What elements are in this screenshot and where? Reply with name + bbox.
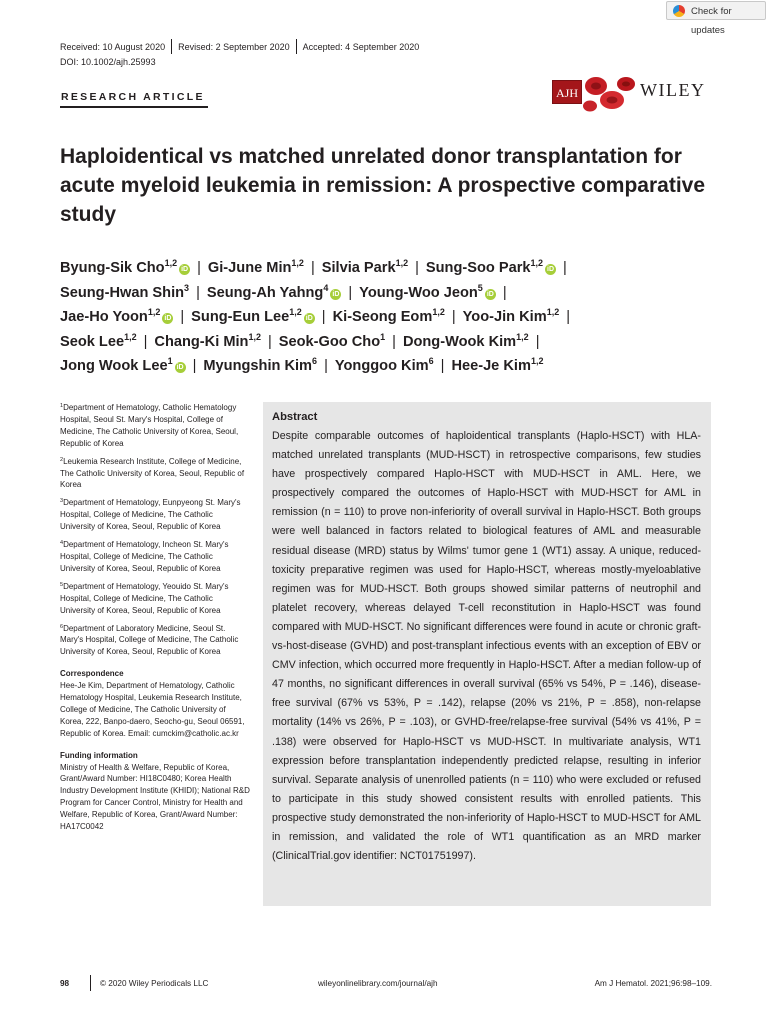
funding-text: Ministry of Health & Welfare, Republic of Korea, Grant/Award Number: HI18C0480; Korea Health Industry Development Institute (KHIDI); National R&D Program for Cancer Control, Ministry for Health and Welfare, Republic of Korea, Grant/Award Number: HA17C0042 bbox=[60, 762, 250, 832]
revised-date: Revised: 2 September 2020 bbox=[178, 42, 290, 52]
author-name[interactable] bbox=[451, 358, 543, 374]
affiliations bbox=[60, 402, 250, 658]
author-separator: | bbox=[143, 333, 148, 350]
author-name[interactable] bbox=[154, 331, 261, 350]
affiliation-text: Department of Hematology, Yeouido St. Mary's Hospital, College of Medicine, The Catholic University of Korea, Seoul, Republic of Korea bbox=[60, 581, 229, 615]
check-for-updates-button[interactable] bbox=[666, 1, 766, 36]
affiliation bbox=[60, 623, 250, 659]
author-separator: | bbox=[415, 260, 419, 276]
affiliation-text: Department of Hematology, Eunpyeong St. Mary's Hospital, College of Medicine, The Catholic University of Korea, Seoul, Republic of Korea bbox=[60, 498, 241, 532]
affiliation bbox=[60, 497, 250, 533]
author-affiliation-mark: 1,2 bbox=[248, 331, 261, 342]
author-name[interactable] bbox=[60, 309, 173, 325]
author-name[interactable] bbox=[208, 260, 304, 276]
author-separator: | bbox=[180, 309, 185, 325]
correspondence-heading: Correspondence bbox=[60, 669, 124, 679]
affiliation bbox=[60, 402, 250, 450]
received-date: Received: 10 August 2020 bbox=[60, 42, 166, 52]
author-separator: | bbox=[192, 358, 197, 374]
author-affiliation-mark: 4 bbox=[323, 282, 329, 293]
author-name-text: Chang-Ki Min bbox=[154, 333, 249, 350]
author-affiliation-mark: 1 bbox=[167, 356, 173, 366]
affiliation-number: 1 bbox=[60, 403, 64, 409]
journal-logo: AJH bbox=[552, 80, 582, 104]
affiliation-text: Leukemia Research Institute, College of Medicine, The Catholic University of Korea, Seoul, Republic of Korea bbox=[60, 456, 245, 490]
accepted-date: Accepted: 4 September 2020 bbox=[302, 42, 420, 52]
author-name[interactable] bbox=[203, 358, 317, 374]
author-name-text: Hee-Je Kim bbox=[451, 358, 531, 374]
author-separator: | bbox=[197, 260, 201, 276]
divider bbox=[171, 39, 172, 54]
author-separator: | bbox=[267, 333, 272, 350]
author-affiliation-mark: 6 bbox=[312, 356, 318, 366]
author-name-text: Myungshin Kim bbox=[203, 358, 313, 374]
author-name-text: Dong-Wook Kim bbox=[402, 333, 517, 350]
author-separator: | bbox=[348, 284, 353, 301]
article-dates bbox=[60, 39, 419, 54]
author-name-text: Seok Lee bbox=[60, 333, 125, 350]
author-name[interactable] bbox=[60, 358, 186, 374]
author-name-text: Sung-Soo Park bbox=[425, 260, 531, 276]
author-name[interactable] bbox=[359, 282, 496, 301]
author-name-text: Seung-Ah Yahng bbox=[206, 284, 324, 301]
author-name[interactable] bbox=[335, 358, 434, 374]
author-separator: | bbox=[310, 260, 315, 276]
orcid-icon[interactable]: iD bbox=[176, 364, 184, 371]
copyright: © 2020 Wiley Periodicals LLC bbox=[100, 979, 209, 988]
divider bbox=[60, 106, 208, 108]
author-separator: | bbox=[502, 284, 507, 301]
author-name-text: Jong Wook Lee bbox=[60, 358, 168, 374]
author-name[interactable] bbox=[60, 260, 190, 276]
blood-cells-logo-icon bbox=[576, 72, 642, 116]
orcid-icon[interactable]: iD bbox=[181, 266, 189, 273]
correspondence-text: Hee-Je Kim, Department of Hematology, Catholic Hematology Hospital, Leukemia Research Institute, College of Medicine, The Catholic University of Korea, 222, Banpo-daero, Seocho-gu, Seoul 06591, Republic of Korea. Email: cumckim@catholic.ac.kr bbox=[60, 681, 245, 738]
publisher-logo: WILEY bbox=[640, 80, 706, 100]
author-affiliation-mark: 1,2 bbox=[147, 307, 161, 317]
author-name-text: Yoo-Jin Kim bbox=[462, 309, 547, 325]
abstract-box bbox=[263, 402, 711, 906]
author-affiliation-mark: 1 bbox=[380, 331, 386, 342]
author-name-text: Yonggoo Kim bbox=[334, 358, 429, 374]
abstract-heading: Abstract bbox=[272, 411, 318, 423]
author-name[interactable] bbox=[206, 282, 342, 301]
author-separator: | bbox=[451, 309, 456, 325]
affiliation-number: 4 bbox=[60, 540, 64, 547]
affiliation-number: 5 bbox=[60, 581, 64, 588]
affiliation-text: Department of Laboratory Medicine, Seoul St. Mary's Hospital, College of Medicine, The Catholic University of Korea, Seoul, Republic of Korea bbox=[60, 623, 239, 657]
author-affiliation-mark: 1,2 bbox=[530, 356, 544, 366]
author-name-text: Jae-Ho Yoon bbox=[60, 309, 148, 325]
author-affiliation-mark: 1,2 bbox=[291, 258, 304, 268]
author-name-text: Byung-Sik Cho bbox=[60, 260, 165, 276]
author-name-text: Seung-Hwan Shin bbox=[60, 284, 185, 301]
abstract-text: Despite comparable outcomes of haploidentical transplants (Haplo-HSCT) with HLA-matched unrelated transplants (MUD-HSCT) in retrospective comparisons, few studies have prospectively compared Haplo-HSCT with MUD-HSCT in AML. Here, we prospectively compared the outcomes of Haplo-HSCT with MUD-HSCT for AML in remission (n = 110) to prove non-inferiority of overall survival in Haplo-HSCT. Both groups were well balanced in factors related to biological features of AML and measurable residual disease (MRD) status by Wilms' tumor gene 1 (WT1) assay. A unique, reduced-toxicity preparative regimen was used for Haplo-HSCT, whereas mostly-myeloablative regimen was for MUD-HSCT. Both groups showed similar patterns of neutrophil and platelet recovery, whereas delayed T-cell reconstitution in Haplo-HSCT was found compared with MUD-HSCT. No significant differences were found in acute or chronic graft-vs-host-disease (GVHD) and post-transplant infectious events with an exception of EBV or CMV infection, which occurred more frequently in Haplo-HSCT. After a median follow-up of 47 months, no significant differences in overall survival (65% vs 54%, P = .146), disease-free survival (67% vs 53%, P = .142), relapse (20% vs 21%, P = .858), non-relapse mortality (14% vs 26%, P = .103), or GVHD-free/relapse-free survival (54% vs 41%, P = .138) were observed for Haplo-HSCT vs MUD-HSCT. In multivariate analysis, WT1 expression before transplantation independently predicted relapse, resulting in inferior survival. Separate analysis of unenrolled patients (n = 110) who were excluded or refused to participate in this study showed consistent results with enrolled patients. This prospective study demonstrated the non-inferiority of Haplo-HSCT to MUD-HSCT for AML in remission, and validated the role of WT1 quantification as an MRD marker (ClinicalTrial.gov identifier: NCT01751997). bbox=[272, 430, 701, 863]
author-affiliation-mark: 1,2 bbox=[432, 307, 445, 317]
author-separator: | bbox=[535, 333, 540, 350]
author-affiliation-mark: 6 bbox=[428, 356, 434, 366]
author-affiliation-mark: 1,2 bbox=[124, 331, 137, 342]
author-name[interactable] bbox=[60, 331, 137, 350]
affiliation bbox=[60, 456, 250, 492]
affiliation-number: 6 bbox=[60, 623, 64, 630]
orcid-icon[interactable]: iD bbox=[547, 266, 555, 273]
author-name[interactable] bbox=[322, 260, 408, 276]
affiliation bbox=[60, 539, 250, 575]
left-column bbox=[60, 402, 250, 833]
author-name-text: Silvia Park bbox=[321, 260, 396, 276]
article-type: RESEARCH ARTICLE bbox=[61, 91, 205, 103]
author-affiliation-mark: 5 bbox=[477, 282, 483, 293]
affiliation-text: Department of Hematology, Catholic Hematology Hospital, Seoul St. Mary's Hospital, College of Medicine, The Catholic University of Korea, Seoul, Republic of Korea bbox=[60, 403, 239, 448]
divider bbox=[90, 975, 91, 991]
author-separator: | bbox=[321, 309, 326, 325]
funding-heading: Funding information bbox=[60, 750, 138, 760]
affiliation-number: 3 bbox=[60, 498, 64, 505]
divider bbox=[296, 39, 297, 54]
author-name[interactable] bbox=[333, 309, 445, 325]
author-name-text: Sung-Eun Lee bbox=[191, 309, 290, 325]
author-name[interactable] bbox=[402, 331, 529, 350]
author-affiliation-mark: 3 bbox=[184, 282, 190, 293]
affiliation-text: Department of Hematology, Incheon St. Mary's Hospital, College of Medicine, The Catholic University of Korea, Seoul, Republic of Korea bbox=[60, 540, 229, 573]
affiliation-number: 2 bbox=[60, 456, 64, 463]
orcid-icon[interactable]: iD bbox=[486, 290, 494, 298]
author-name[interactable] bbox=[191, 309, 315, 325]
author-name-text: Young-Woo Jeon bbox=[359, 284, 478, 301]
orcid-icon[interactable]: iD bbox=[305, 315, 313, 322]
page-number: 98 bbox=[60, 979, 70, 988]
author-affiliation-mark: 1,2 bbox=[289, 307, 302, 317]
author-separator: | bbox=[566, 309, 571, 325]
author-name-text: Ki-Seong Eom bbox=[332, 309, 433, 325]
author-affiliation-mark: 1,2 bbox=[546, 307, 560, 317]
crossmark-icon bbox=[673, 5, 685, 17]
author-name[interactable] bbox=[278, 331, 386, 350]
author-separator: | bbox=[392, 333, 396, 350]
author-separator: | bbox=[324, 358, 328, 374]
orcid-icon[interactable]: iD bbox=[332, 290, 340, 298]
author-name-text: Seok-Goo Cho bbox=[278, 333, 381, 350]
citation: Am J Hematol. 2021;96:98–109. bbox=[594, 979, 712, 988]
author-name[interactable] bbox=[426, 260, 556, 276]
doi[interactable]: DOI: 10.1002/ajh.25993 bbox=[60, 57, 156, 67]
author-separator: | bbox=[563, 260, 567, 276]
affiliation bbox=[60, 581, 250, 617]
article-title: Haploidentical vs matched unrelated donor transplantation for acute myeloid leukemia in remission: A prospective comparative study bbox=[60, 145, 706, 226]
author-name[interactable] bbox=[463, 309, 560, 325]
author-affiliation-mark: 1,2 bbox=[516, 331, 529, 342]
author-affiliation-mark: 1,2 bbox=[395, 258, 409, 268]
journal-url[interactable]: wileyonlinelibrary.com/journal/ajh bbox=[318, 979, 438, 988]
author-separator: | bbox=[196, 284, 200, 301]
author-affiliation-mark: 1,2 bbox=[530, 258, 544, 268]
check-for-updates-label: Check for updates bbox=[691, 6, 732, 36]
author-separator: | bbox=[440, 358, 445, 374]
author-name-text: Gi-June Min bbox=[207, 260, 292, 276]
author-affiliation-mark: 1,2 bbox=[164, 258, 178, 268]
author-list bbox=[60, 256, 720, 379]
orcid-icon[interactable]: iD bbox=[164, 315, 172, 322]
author-name[interactable] bbox=[60, 282, 190, 301]
